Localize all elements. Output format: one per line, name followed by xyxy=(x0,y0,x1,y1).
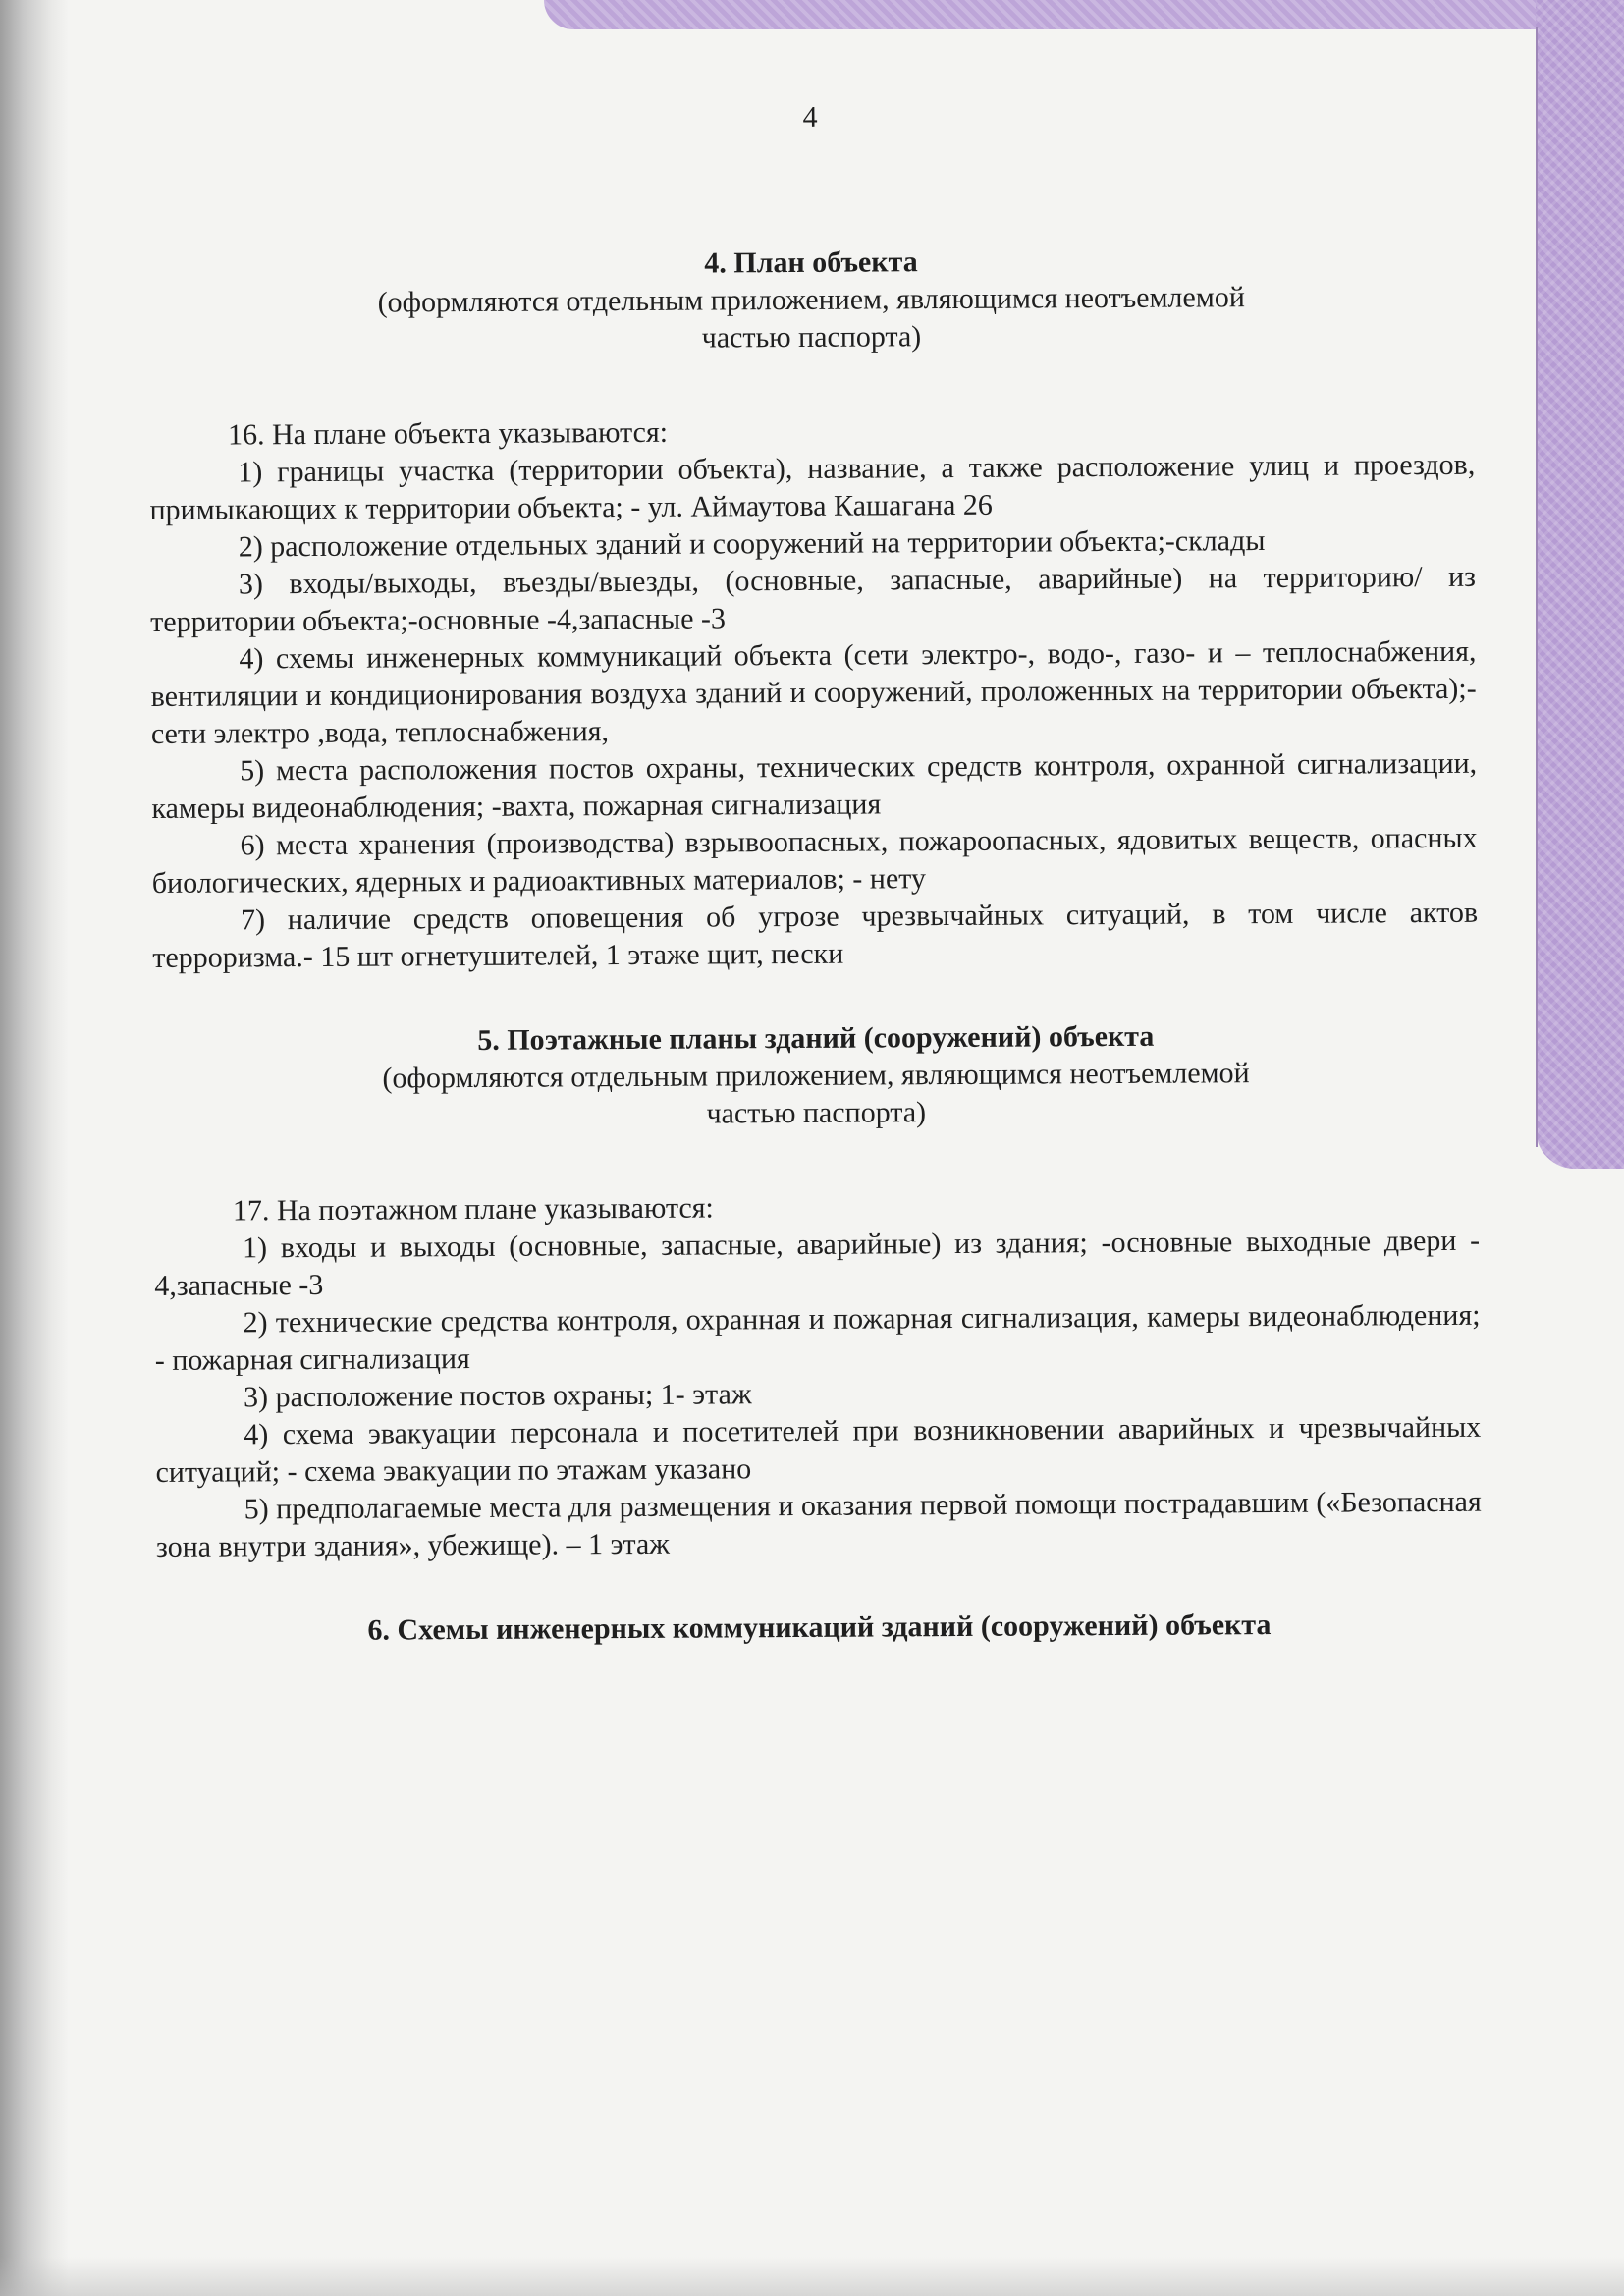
section-title: 6. Схемы инженерных коммуникаций зданий (сооружений) объекта xyxy=(367,1609,1272,1647)
section-note: частью паспорта) xyxy=(701,320,922,355)
list-item: 1) границы участка (территории объекта), название, а также расположение улиц и проездов, примыкающих к территории объекта; - ул. Аймаутова Кашагана 26 xyxy=(149,448,1476,526)
binder-cover-right xyxy=(1536,0,1624,1169)
section-note: частью паспорта) xyxy=(706,1096,927,1130)
paragraph-lead: 16. На плане объекта указываются: xyxy=(227,415,669,452)
binder-cover-edge xyxy=(1536,27,1538,1147)
scan-shadow-left xyxy=(0,0,69,2296)
section-title: 5. Поэтажные планы зданий (сооружений) объекта xyxy=(477,1019,1155,1057)
scan-shadow-bottom xyxy=(0,2257,1624,2296)
page-number: 4 xyxy=(802,100,818,134)
list-item: 3) расположение постов охраны; 1- этаж xyxy=(243,1378,752,1414)
section-engineering-schemes xyxy=(156,1606,1482,1651)
paragraph-lead: 17. На поэтажном плане указываются: xyxy=(232,1191,714,1228)
list-item: 6) места хранения (производства) взрывоопасных, пожароопасных, ядовитых веществ, опасных биологических, ядерных и радиоактивных материалов; - нету xyxy=(151,821,1478,900)
list-item: 7) наличие средств оповещения об угрозе чрезвычайных ситуаций, в том числе актов терроризма.- 15 шт огнетушителей, 1 этаже щит, пески xyxy=(152,896,1479,974)
section-object-plan xyxy=(148,241,1479,977)
list-item: 1) входы и выходы (основные, запасные, аварийные) из здания; -основные выходные двери - 4,запасные -3 xyxy=(154,1224,1481,1302)
section-note: (оформляются отдельным приложением, являющимся неотъемлемой xyxy=(382,1057,1250,1095)
list-item: 5) предполагаемые места для размещения и оказания первой помощи пострадавшим («Безопасная зона внутри здания», убежище). – 1 этаж xyxy=(155,1485,1482,1563)
document-page xyxy=(147,95,1483,1651)
spacer xyxy=(149,353,1475,417)
list-item: 2) технические средства контроля, охранная и пожарная сигнализация, камеры видеонаблюдения; - пожарная сигнализация xyxy=(154,1298,1481,1377)
list-item: 3) входы/выходы, въезды/выезды, (основные, запасные, аварийные) на территорию/ из территории объекта;-основные -4,запасные -3 xyxy=(150,560,1477,638)
list-item: 2) расположение отдельных зданий и сооружений на территории объекта;-склады xyxy=(238,524,1266,564)
spacer xyxy=(152,969,1478,1024)
list-item: 5) места расположения постов охраны, технических средств контроля, охранной сигнализации, камеры видеонаблюдения; -вахта, пожарная сигнализация xyxy=(151,746,1478,825)
binder-cover-top xyxy=(544,0,1585,29)
section-floor-plans xyxy=(153,1016,1482,1566)
section-note: (оформляются отдельным приложением, являющимся неотъемлемой xyxy=(377,281,1245,319)
list-item: 4) схемы инженерных коммуникаций объекта (сети электро-, водо-, газо- и – теплоснабжения, вентиляции и кондиционирования воздуха зданий и сооружений, проложенных на территории объекта);-сети электро ,вода, теплоснабжения, xyxy=(150,634,1477,750)
spacer xyxy=(156,1558,1482,1613)
list-item: 4) схема эвакуации персонала и посетителей при возникновении аварийных и чрезвычайных ситуаций; - схема эвакуации по этажам указано xyxy=(155,1410,1482,1489)
section-title: 4. План объекта xyxy=(704,246,918,280)
spacer xyxy=(153,1128,1479,1193)
